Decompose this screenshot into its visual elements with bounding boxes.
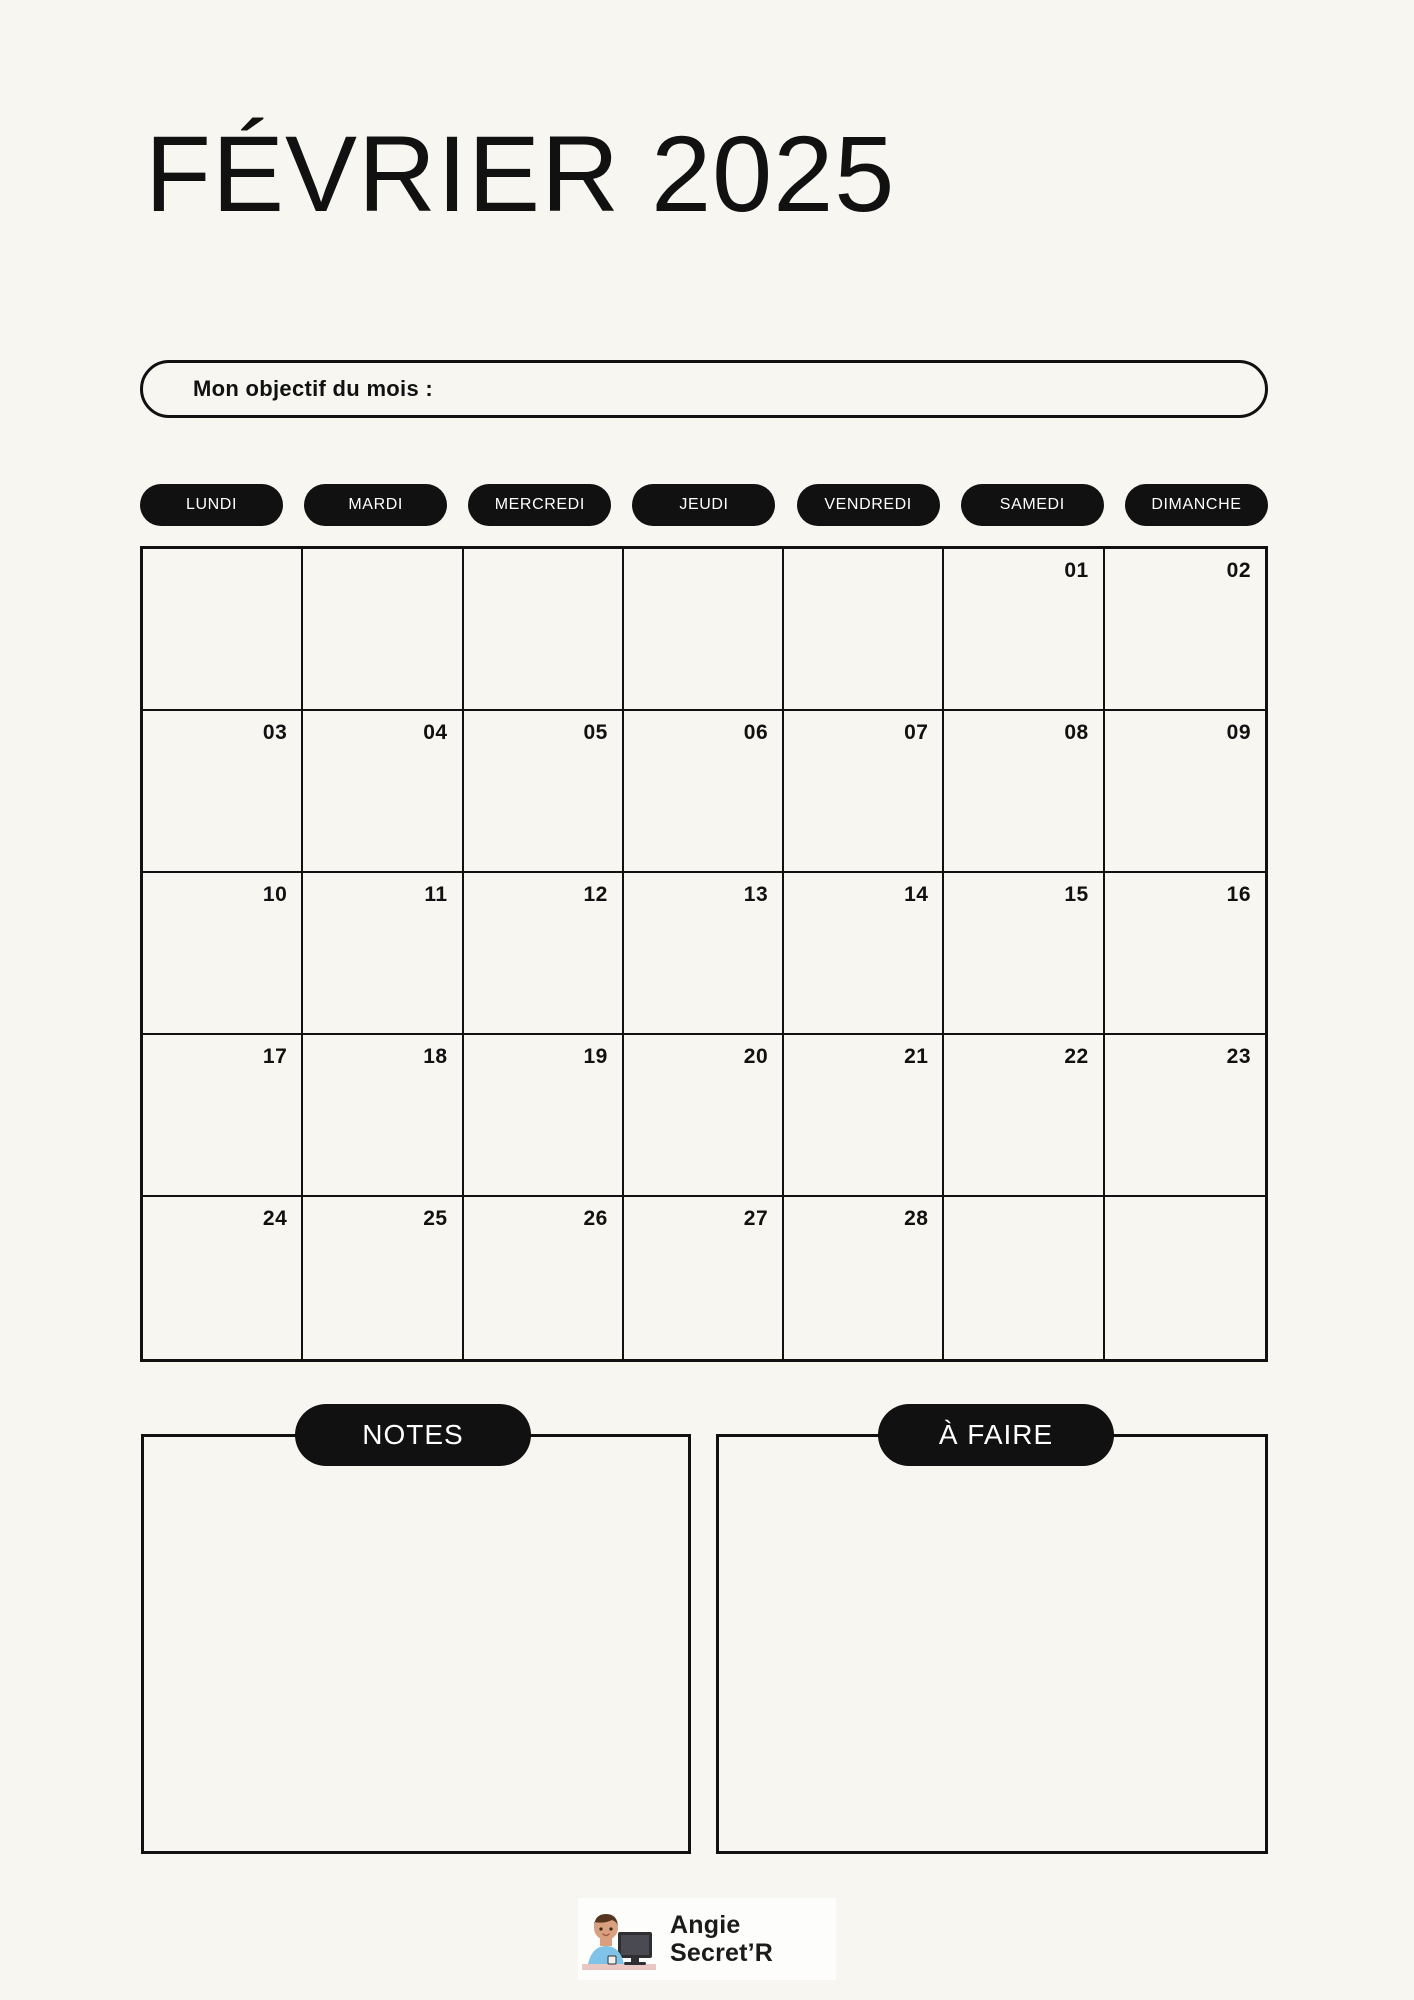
weekday-samedi: SAMEDI — [961, 484, 1104, 526]
todo-area[interactable] — [716, 1434, 1268, 1854]
day-number: 25 — [423, 1207, 448, 1230]
day-cell[interactable] — [143, 873, 303, 1035]
day-number: 02 — [1226, 559, 1251, 582]
brand-footer — [578, 1898, 836, 1980]
day-number: 28 — [904, 1207, 929, 1230]
day-cell[interactable] — [303, 549, 463, 711]
day-number: 05 — [583, 721, 608, 744]
day-number: 18 — [423, 1045, 448, 1068]
woman-at-computer-icon — [578, 1898, 660, 1980]
brand-name — [670, 1911, 773, 1967]
notes-area[interactable] — [141, 1434, 691, 1854]
day-number: 12 — [583, 883, 608, 906]
day-cell[interactable] — [784, 873, 944, 1035]
brand-name-line1: Angie — [670, 1911, 741, 1939]
monthly-goal-label: Mon objectif du mois : — [193, 376, 434, 401]
day-cell[interactable] — [143, 549, 303, 711]
weekday-lundi: LUNDI — [140, 484, 283, 526]
day-number: 10 — [262, 883, 288, 906]
notes-title: NOTES — [295, 1404, 531, 1466]
day-cell[interactable] — [143, 1035, 303, 1197]
day-number: 09 — [1226, 721, 1251, 744]
weekday-mercredi: MERCREDI — [468, 484, 611, 526]
day-cell[interactable] — [303, 1035, 463, 1197]
calendar-grid — [140, 546, 1268, 1362]
weekday-vendredi: VENDREDI — [797, 484, 940, 526]
day-number: 17 — [262, 1045, 288, 1068]
day-cell[interactable] — [1105, 1035, 1265, 1197]
day-cell[interactable] — [143, 1197, 303, 1359]
day-cell[interactable] — [464, 549, 624, 711]
day-cell[interactable] — [784, 1197, 944, 1359]
day-cell[interactable] — [944, 1197, 1104, 1359]
day-cell[interactable] — [624, 1197, 784, 1359]
weekday-dimanche: DIMANCHE — [1125, 484, 1268, 526]
day-number: 27 — [743, 1207, 769, 1230]
day-cell[interactable] — [624, 549, 784, 711]
day-cell[interactable] — [624, 873, 784, 1035]
day-number: 03 — [262, 721, 288, 744]
day-number: 26 — [583, 1207, 608, 1230]
day-cell[interactable] — [624, 1035, 784, 1197]
day-number: 04 — [423, 721, 448, 744]
day-cell[interactable] — [1105, 549, 1265, 711]
day-cell[interactable] — [303, 1197, 463, 1359]
day-number: 08 — [1064, 721, 1089, 744]
day-cell[interactable] — [1105, 873, 1265, 1035]
day-cell[interactable] — [944, 1035, 1104, 1197]
day-number: 21 — [904, 1045, 929, 1068]
day-number: 23 — [1226, 1045, 1251, 1068]
day-cell[interactable] — [303, 873, 463, 1035]
day-number: 11 — [424, 883, 448, 906]
day-cell[interactable] — [464, 873, 624, 1035]
day-number: 01 — [1064, 559, 1089, 582]
day-number: 06 — [743, 721, 769, 744]
day-number: 24 — [262, 1207, 288, 1230]
day-number: 20 — [743, 1045, 769, 1068]
weekday-jeudi: JEUDI — [632, 484, 775, 526]
todo-title: À FAIRE — [878, 1404, 1114, 1466]
day-cell[interactable] — [944, 873, 1104, 1035]
day-number: 13 — [743, 883, 769, 906]
day-cell[interactable] — [143, 711, 303, 873]
day-cell[interactable] — [464, 711, 624, 873]
day-cell[interactable] — [464, 1197, 624, 1359]
day-number: 22 — [1064, 1045, 1089, 1068]
brand-name-line2: Secret’R — [670, 1939, 774, 1967]
day-cell[interactable] — [464, 1035, 624, 1197]
day-number: 16 — [1226, 883, 1251, 906]
weekday-mardi: MARDI — [304, 484, 447, 526]
day-cell[interactable] — [944, 711, 1104, 873]
day-number: 15 — [1064, 883, 1089, 906]
monthly-goal-field[interactable] — [140, 360, 1268, 418]
day-number: 07 — [904, 721, 929, 744]
day-cell[interactable] — [944, 549, 1104, 711]
page-title: FÉVRIER 2025 — [145, 113, 896, 234]
day-cell[interactable] — [1105, 1197, 1265, 1359]
day-cell[interactable] — [1105, 711, 1265, 873]
day-number: 19 — [583, 1045, 608, 1068]
day-cell[interactable] — [624, 711, 784, 873]
day-number: 14 — [904, 883, 929, 906]
day-cell[interactable] — [303, 711, 463, 873]
weekday-header-row — [140, 484, 1268, 526]
day-cell[interactable] — [784, 1035, 944, 1197]
day-cell[interactable] — [784, 549, 944, 711]
day-cell[interactable] — [784, 711, 944, 873]
